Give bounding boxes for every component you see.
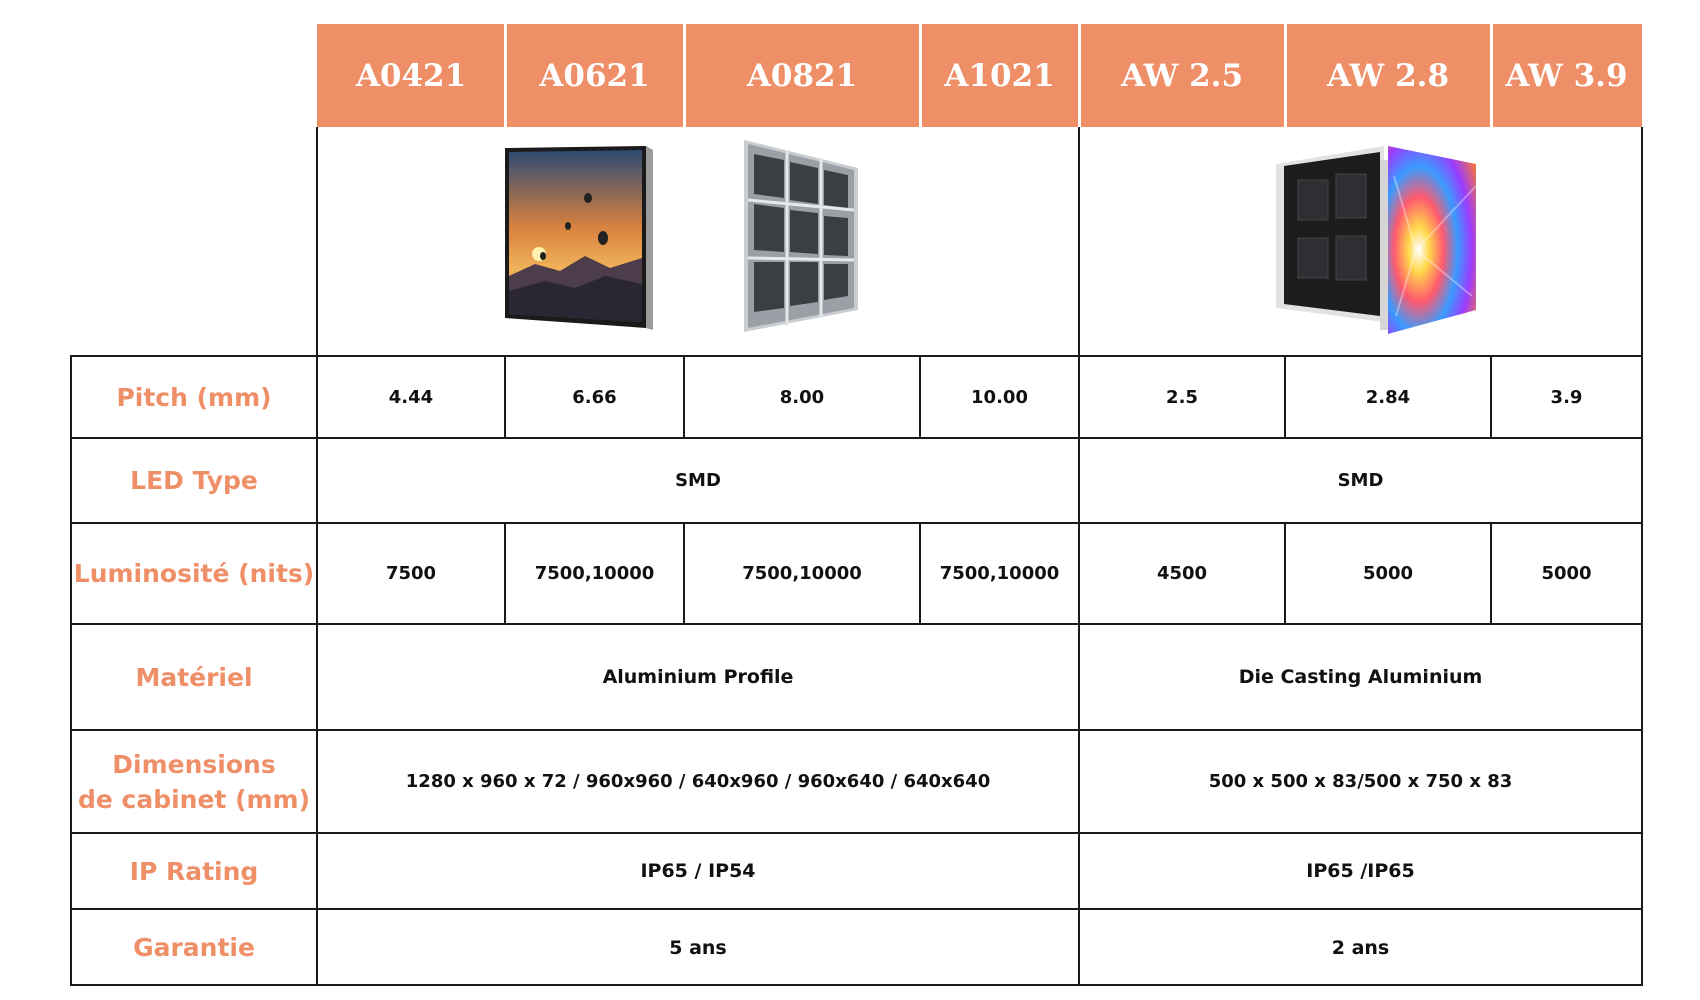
grid-line <box>683 522 685 625</box>
grid-line <box>71 623 1642 625</box>
pitch-cell: 2.84 <box>1365 386 1411 408</box>
pitch-cell: 8.00 <box>779 386 825 408</box>
grid-line <box>683 355 685 439</box>
materiel-cell-a: Aluminium Profile <box>602 666 794 688</box>
luminosite-cell: 5000 <box>1362 563 1414 584</box>
led-type-cell-b: SMD <box>1337 470 1384 491</box>
row-label-dimensions-line1: Dimensions <box>112 749 276 779</box>
ip-rating-cell-b: IP65 /IP65 <box>1306 860 1415 882</box>
row-label-dimensions <box>71 730 317 833</box>
header-col-aw39: AW 3.9 <box>1491 24 1642 127</box>
die-cast-cabinet-image <box>1276 146 1480 336</box>
header-col-a1021: A1021 <box>920 24 1079 127</box>
luminosite-cell: 7500,10000 <box>939 563 1060 584</box>
grid-line <box>1284 355 1286 439</box>
header-col-aw28: AW 2.8 <box>1285 24 1491 127</box>
grid-line <box>70 355 72 986</box>
materiel-cell-b: Die Casting Aluminium <box>1238 666 1483 688</box>
grid-line <box>1641 127 1643 986</box>
row-label-materiel: Matériel <box>135 662 253 692</box>
grid-line <box>1284 522 1286 625</box>
grid-line <box>1490 355 1492 439</box>
pitch-cell: 4.44 <box>388 386 434 408</box>
grid-line <box>71 355 1642 357</box>
grid-line <box>919 522 921 625</box>
grid-line <box>71 832 1642 834</box>
led-cabinet-back-image <box>744 140 858 332</box>
pitch-cell: 10.00 <box>971 386 1028 408</box>
row-label-ip-rating: IP Rating <box>129 856 259 886</box>
ip-rating-cell-a: IP65 / IP54 <box>640 860 756 882</box>
grid-line <box>71 729 1642 731</box>
grid-line <box>71 437 1642 439</box>
luminosite-cell: 7500 <box>385 563 437 584</box>
grid-line <box>71 522 1642 524</box>
luminosite-cell: 7500,10000 <box>534 563 655 584</box>
row-label-garantie: Garantie <box>133 933 255 962</box>
grid-line <box>1078 127 1080 986</box>
header-col-aw25: AW 2.5 <box>1079 24 1285 127</box>
row-label-pitch: Pitch (mm) <box>116 382 272 412</box>
header-col-a0821: A0821 <box>684 24 920 127</box>
luminosite-cell: 7500,10000 <box>742 563 862 584</box>
grid-line <box>1490 522 1492 625</box>
row-label-luminosite: Luminosité (nits) <box>73 559 315 588</box>
header-col-a0421: A0421 <box>317 24 505 127</box>
grid-line <box>504 355 506 439</box>
grid-line <box>919 355 921 439</box>
dimensions-cell-b: 500 x 500 x 83/500 x 750 x 83 <box>1208 771 1513 792</box>
garantie-cell-a: 5 ans <box>669 936 727 959</box>
header-col-a0621: A0621 <box>505 24 684 127</box>
led-type-cell-a: SMD <box>675 470 721 491</box>
pitch-cell: 3.9 <box>1550 386 1583 408</box>
luminosite-cell: 5000 <box>1541 563 1592 584</box>
row-label-led-type: LED Type <box>130 466 258 495</box>
grid-line <box>71 908 1642 910</box>
dimensions-cell-a: 1280 x 960 x 72 / 960x960 / 640x960 / 960x640 / 640x640 <box>405 771 991 792</box>
grid-line <box>504 522 506 625</box>
pitch-cell: 2.5 <box>1166 386 1198 408</box>
led-panel-sunset-image <box>505 146 653 330</box>
garantie-cell-b: 2 ans <box>1331 936 1390 959</box>
grid-line <box>71 984 1642 986</box>
pitch-cell: 6.66 <box>572 386 617 408</box>
grid-line <box>316 127 318 986</box>
luminosite-cell: 4500 <box>1156 563 1208 584</box>
row-label-dimensions-line2: de cabinet (mm) <box>77 784 311 814</box>
